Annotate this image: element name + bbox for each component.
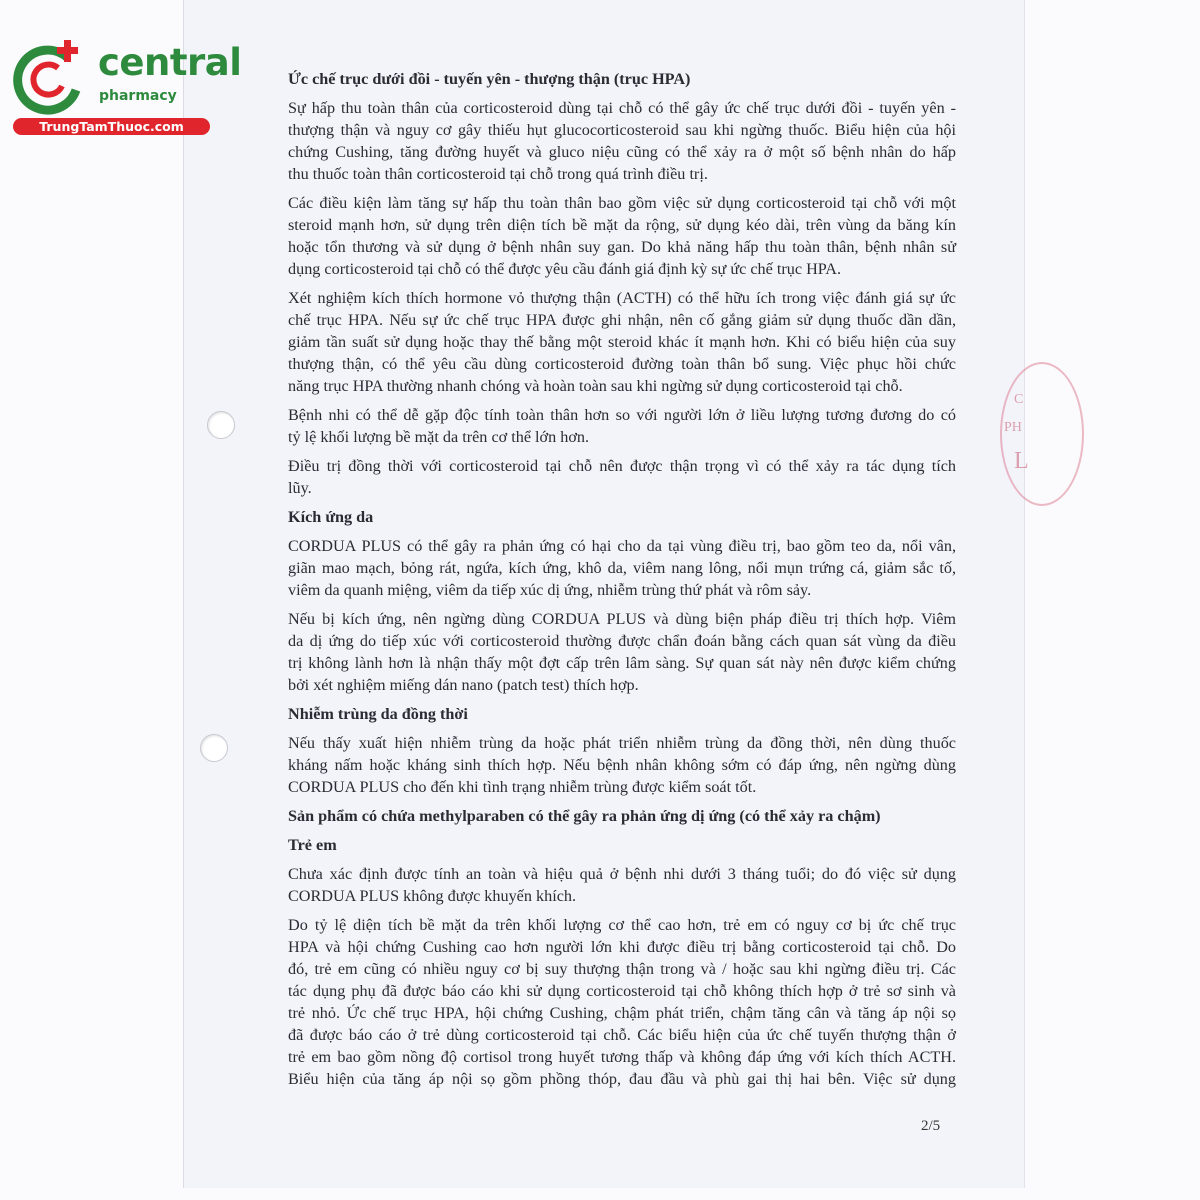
stamp-text: PH — [1004, 420, 1022, 435]
text-line: chế trục HPA. Nếu sự ức chế trục HPA được ghi nhận, nên cố gắng giảm sử dụng thuốc dần dần, — [288, 311, 956, 329]
text-line: Nếu bị kích ứng, nên ngừng dùng CORDUA PLUS và dùng biện pháp điều trị thích hợp. Viêm — [288, 610, 956, 628]
text-line: thu thuốc toàn thân corticosteroid tại chỗ trong quá trình điều trị. — [288, 165, 708, 183]
text-line: Biểu hiện của tăng áp nội sọ gồm phồng thóp, đau đầu và phù gai thị hai bên. Việc sử dụng — [288, 1070, 956, 1088]
text-line: kháng nấm hoặc kháng sinh thích hợp. Nếu bệnh nhân không sớm có đáp ứng, nên ngừng dùng — [288, 756, 956, 774]
logo-site-link[interactable]: TrungTamThuoc.com — [13, 118, 210, 135]
paragraph — [288, 287, 956, 397]
paragraph — [288, 732, 956, 798]
text-line: dụng corticosteroid tại chỗ có thể được yêu cầu đánh giá định kỳ sự ức chế trục HPA. — [288, 260, 842, 278]
text-line: Nếu thấy xuất hiện nhiễm trùng da hoặc phát triển nhiễm trùng da đồng thời, nên dùng thuốc — [288, 734, 956, 752]
text-line: giãn mao mạch, bỏng rát, ngứa, kích ứng, khô da, viêm nang lông, nổi mụn trứng cá, giảm sắc tố, — [288, 559, 956, 577]
text-line: thượng thận và nguy cơ gây thiếu hụt glucocorticosteroid sau khi ngừng thuốc. Biểu hiện của hội — [288, 121, 956, 139]
text-line: Sự hấp thu toàn thân của corticosteroid dùng tại chỗ có thể gây ức chế trục dưới đồi - tuyến yên - — [288, 99, 956, 117]
paragraph — [288, 97, 956, 185]
text-line: Bệnh nhi có thể dễ gặp độc tính toàn thân hơn so với người lớn ở liều lượng tương đương do có — [288, 406, 956, 424]
paragraph — [288, 192, 956, 280]
text-line: bởi xét nghiệm miếng dán nano (patch test) thích hợp. — [288, 676, 639, 694]
punch-hole — [207, 411, 235, 439]
text-line: tác dụng phụ đã được báo cáo khi sử dụng corticosteroid tại chỗ không thích hợp ở trẻ sơ sinh và — [288, 982, 956, 1000]
text-line: Xét nghiệm kích thích hormone vỏ thượng thận (ACTH) có thể hữu ích trong việc đánh giá sự ức — [288, 289, 956, 307]
text-line: chứng Cushing, tăng đường huyết và gluco niệu cũng có thể xảy ra ở một số bệnh nhân do hấp — [288, 143, 956, 161]
text-line: tỷ lệ khối lượng bề mặt da trên cơ thể lớn hơn. — [288, 428, 590, 446]
text-line: HPA và hội chứng Cushing cao hơn người lớn khi được điều trị bằng corticosteroid tại chỗ. Do — [288, 938, 956, 956]
text-line: Điều trị đồng thời với corticosteroid tại chỗ nên được thận trọng vì có thể xảy ra tác dụng tích — [288, 457, 956, 475]
text-line: CORDUA PLUS không được khuyến khích. — [288, 887, 577, 905]
section-heading: Sản phẩm có chứa methylparaben có thể gây ra phản ứng dị ứng (có thể xảy ra chậm) — [288, 807, 881, 825]
page-number: 2/5 — [921, 1118, 941, 1134]
text-line: thượng thận, có thể yêu cầu dùng corticosteroid đường toàn thân bổ sung. Việc phục hồi chức — [288, 355, 956, 373]
text-line: da dị ứng do tiếp xúc với corticosteroid thường được chẩn đoán bằng cách quan sát vùng da điều — [288, 632, 956, 650]
document-body — [288, 68, 956, 1097]
paragraph — [288, 914, 956, 1090]
text-line: đó, trẻ em cũng có nhiều nguy cơ bị suy thượng thận trong và / hoặc sau khi ngừng điều trị. Các — [288, 960, 956, 978]
stamp-text: C — [1014, 392, 1024, 407]
text-line: đã được báo cáo ở trẻ dùng corticosteroid tại chỗ. Các biểu hiện của ức chế tuyến thượng thận ở — [288, 1026, 956, 1044]
paragraph — [288, 608, 956, 696]
punch-hole — [200, 734, 228, 762]
paragraph — [288, 455, 956, 499]
text-line: trẻ nhỏ. Ức chế trục HPA, hội chứng Cushing, chậm phát triển, chậm tăng cân và tăng áp nội sọ — [288, 1004, 956, 1022]
section-heading: Kích ứng da — [288, 508, 374, 526]
text-line: Chưa xác định được tính an toàn và hiệu quả ở bệnh nhi dưới 3 tháng tuổi; do đó việc sử dụng — [288, 865, 956, 883]
logo-subtitle: pharmacy — [99, 88, 177, 104]
text-line: CORDUA PLUS có thể gây ra phản ứng có hại cho da tại vùng điều trị, bao gồm teo da, nổi vân, — [288, 537, 956, 555]
stamp-text: L — [1014, 448, 1029, 474]
section-heading: Nhiễm trùng da đồng thời — [288, 705, 468, 723]
paragraph — [288, 535, 956, 601]
text-line: trẻ em bao gồm nồng độ cortisol trong huyết tương thấp và không đáp ứng với kích thích ACTH. — [288, 1048, 956, 1066]
pharmacy-cross-icon — [10, 38, 90, 118]
section-heading: Trẻ em — [288, 836, 337, 854]
text-line: Do tỷ lệ diện tích bề mặt da trên khối lượng cơ thể cao hơn, trẻ em có nguy cơ bị ức chế trục — [288, 916, 956, 934]
text-line: hoặc tổn thương và sử dụng ở bệnh nhân suy gan. Do khả năng hấp thu toàn thân, bệnh nhân sử — [288, 238, 956, 256]
paragraph — [288, 863, 956, 907]
official-stamp — [1000, 362, 1084, 506]
central-pharmacy-logo — [10, 38, 242, 138]
text-line: lũy. — [288, 479, 312, 497]
paragraph — [288, 404, 956, 448]
text-line: năng trục HPA thường nhanh chóng và hoàn toàn sau khi ngừng sử dụng corticosteroid tại chỗ. — [288, 377, 903, 395]
text-line: viêm da quanh miệng, viêm da tiếp xúc dị ứng, nhiễm trùng thứ phát và rôm sảy. — [288, 581, 812, 599]
text-line: steroid mạnh hơn, sử dụng trên diện tích bề mặt da rộng, sử dụng kéo dài, trên vùng da băng kín — [288, 216, 956, 234]
text-line: trị không lành hơn là nhận thấy một đợt cấp trên lâm sàng. Sự quan sát này nên được kiểm chứng — [288, 654, 956, 672]
text-line: Các điều kiện làm tăng sự hấp thu toàn thân bao gồm việc sử dụng corticosteroid tại chỗ với một — [288, 194, 956, 212]
section-heading: Ức chế trục dưới đồi - tuyến yên - thượng thận (trục HPA) — [288, 70, 691, 88]
text-line: CORDUA PLUS cho đến khi tình trạng nhiễm trùng được kiểm soát tốt. — [288, 778, 757, 796]
text-line: giảm tần suất sử dụng hoặc thay thế bằng một steroid khác ít mạnh hơn. Khi có biểu hiện của suy — [288, 333, 956, 351]
logo-brand: central — [98, 41, 242, 84]
